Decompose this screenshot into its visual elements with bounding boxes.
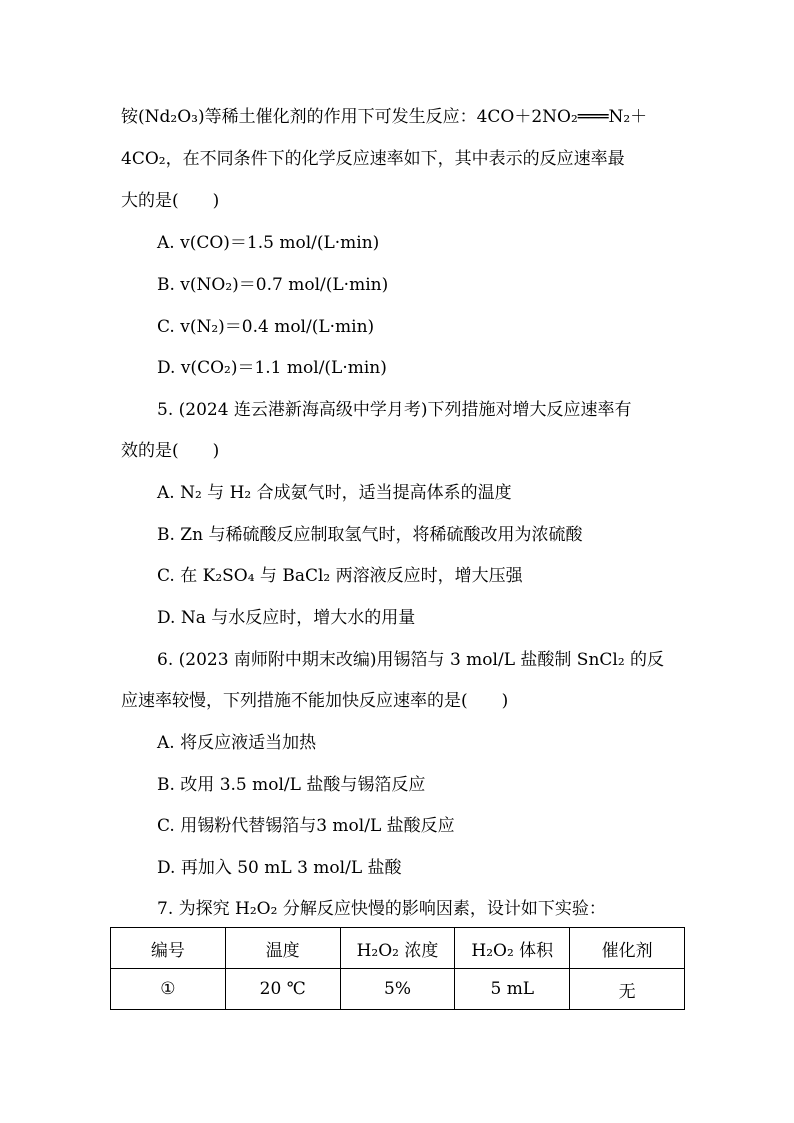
q6-option-b: B. 改用 3.5 mol/L 盐酸与锡箔反应 <box>157 775 426 795</box>
q4-option-b: B. v(NO₂)＝0.7 mol/(L·min) <box>157 275 389 295</box>
table-header-cell: 温度 <box>225 928 340 969</box>
table-cell: 5 mL <box>455 969 570 1010</box>
q5-option-b: B. Zn 与稀硫酸反应制取氢气时，将稀硫酸改用为浓硫酸 <box>157 525 583 545</box>
table-header-row <box>111 928 685 969</box>
table-cell: 5% <box>340 969 455 1010</box>
table-cell: 20 ℃ <box>225 969 340 1010</box>
table-header-cell: 催化剂 <box>570 928 685 969</box>
q4-stem-line-3: 大的是( ) <box>121 191 220 211</box>
q5-stem-line-1: 5. (2024 连云港新海高级中学月考)下列措施对增大反应速率有 <box>157 400 632 420</box>
table-header-cell: H₂O₂ 体积 <box>455 928 570 969</box>
q4-option-d: D. v(CO₂)＝1.1 mol/(L·min) <box>157 358 387 378</box>
q5-option-c: C. 在 K₂SO₄ 与 BaCl₂ 两溶液反应时，增大压强 <box>157 566 523 586</box>
q6-option-a: A. 将反应液适当加热 <box>157 733 317 753</box>
q5-option-d: D. Na 与水反应时，增大水的用量 <box>157 608 416 628</box>
q6-stem-line-2: 应速率较慢，下列措施不能加快反应速率的是( ) <box>121 691 509 711</box>
q6-option-c: C. 用锡粉代替锡箔与3 mol/L 盐酸反应 <box>157 816 455 836</box>
q6-option-d: D. 再加入 50 mL 3 mol/L 盐酸 <box>157 858 402 878</box>
q5-option-a: A. N₂ 与 H₂ 合成氨气时，适当提高体系的温度 <box>157 483 512 503</box>
table-cell: ① <box>111 969 226 1010</box>
q4-option-a: A. v(CO)＝1.5 mol/(L·min) <box>157 233 380 253</box>
q4-stem-line-2: 4CO₂，在不同条件下的化学反应速率如下，其中表示的反应速率最 <box>121 149 625 169</box>
table-row <box>111 969 685 1010</box>
q4-option-c: C. v(N₂)＝0.4 mol/(L·min) <box>157 317 375 337</box>
q6-stem-line-1: 6. (2023 南师附中期末改编)用锡箔与 3 mol/L 盐酸制 SnCl₂ 的反 <box>157 650 665 670</box>
experiment-table <box>110 927 685 1010</box>
q7-stem-line-1: 7. 为探究 H₂O₂ 分解反应快慢的影响因素，设计如下实验： <box>157 899 606 919</box>
table-cell: 无 <box>570 969 685 1010</box>
q4-stem-line-1: 铵(Nd₂O₃)等稀土催化剂的作用下可发生反应：4CO＋2NO₂═══N₂＋ <box>121 107 648 127</box>
table-header-cell: H₂O₂ 浓度 <box>340 928 455 969</box>
q5-stem-line-2: 效的是( ) <box>121 441 220 461</box>
table-header-cell: 编号 <box>111 928 226 969</box>
